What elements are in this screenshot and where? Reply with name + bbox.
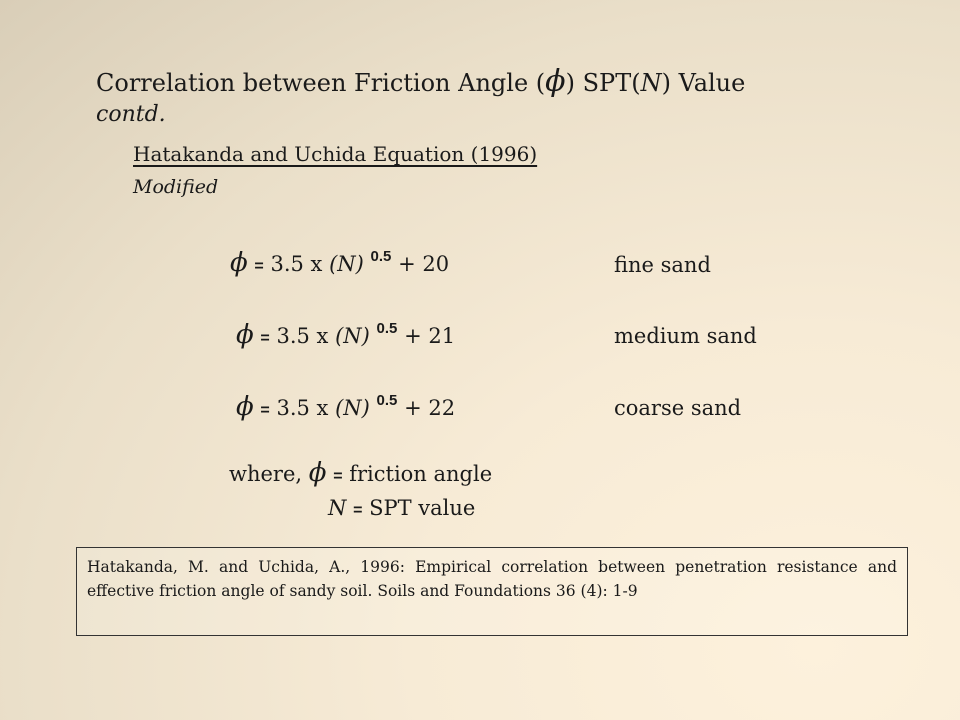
title-n-symbol: N	[640, 69, 662, 97]
n-term: (N)	[335, 396, 370, 420]
page-title	[96, 66, 745, 99]
modified-note: Modified	[133, 176, 219, 198]
equation-coarse-sand	[236, 392, 455, 422]
plus-sign: +	[404, 396, 422, 420]
exponent: 0.5	[376, 320, 398, 337]
where-n-definition	[328, 496, 475, 520]
equals-sign: =	[353, 502, 363, 519]
n-definition: SPT value	[369, 496, 476, 520]
constant: 21	[428, 324, 456, 348]
exponent: 0.5	[376, 392, 398, 409]
equals-sign: =	[333, 468, 343, 485]
soil-type-label: fine sand	[614, 253, 711, 277]
n-term: (N)	[335, 324, 370, 348]
n-term: (N)	[329, 252, 364, 276]
title-contd: contd.	[96, 102, 166, 127]
phi-symbol: ϕ	[230, 248, 248, 278]
equation-fine-sand	[230, 248, 449, 278]
equation-medium-sand	[236, 320, 455, 350]
phi-symbol: ϕ	[308, 458, 327, 488]
coefficient: 3.5 x	[270, 252, 323, 276]
coefficient: 3.5 x	[276, 324, 329, 348]
phi-definition: friction angle	[349, 462, 493, 486]
title-phi-symbol: ϕ	[545, 64, 566, 99]
equals-sign: =	[260, 402, 270, 419]
coefficient: 3.5 x	[276, 396, 329, 420]
soil-type-label: coarse sand	[614, 396, 742, 420]
where-prefix: where,	[229, 462, 303, 486]
n-symbol: N	[328, 496, 347, 520]
phi-symbol: ϕ	[236, 320, 254, 350]
constant: 22	[428, 396, 456, 420]
title-middle: ) SPT(	[565, 69, 641, 97]
where-phi-definition	[229, 458, 492, 488]
soil-type-label: medium sand	[614, 324, 757, 348]
equals-sign: =	[260, 330, 270, 347]
title-suffix: ) Value	[661, 69, 746, 97]
exponent: 0.5	[370, 248, 392, 265]
plus-sign: +	[398, 252, 416, 276]
phi-symbol: ϕ	[236, 392, 254, 422]
plus-sign: +	[404, 324, 422, 348]
constant: 20	[422, 252, 450, 276]
equation-heading: Hatakanda and Uchida Equation (1996)	[133, 142, 538, 166]
reference-citation-box: Hatakanda, M. and Uchida, A., 1996: Empirical correlation between penetration resistance and effective friction angle of sandy soil. Soils and Foundations 36 (4): 1-9	[76, 547, 908, 636]
title-prefix: Correlation between Friction Angle (	[96, 69, 546, 97]
equals-sign: =	[254, 258, 264, 275]
